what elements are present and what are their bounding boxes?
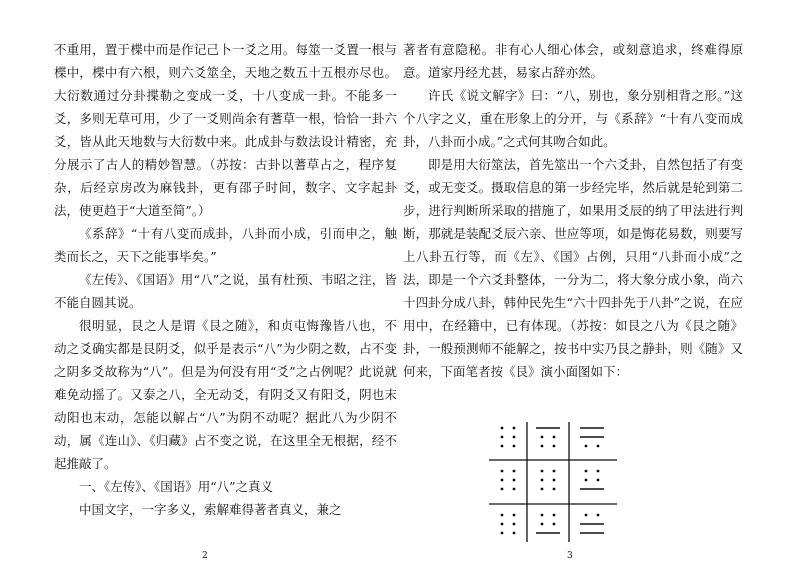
trigram-cell bbox=[580, 470, 604, 489]
yin-dot bbox=[501, 436, 504, 439]
yin-dot bbox=[513, 470, 516, 473]
trigram-cell bbox=[501, 470, 516, 491]
paragraph: 很明显，艮之人是谓《艮之随》，和贞屯悔豫皆八也，不动之爻确实都是艮阴爻，似乎是表示“八”为少阴之数，占不变之阴多爻故称为“八”。但是为何没有用“爻”之占例呢？此说就难免动摇了。又泰之八，全无动爻，有阴爻又有阳爻，阴也末动阳也末动，怎能以解占“八”为阴不动呢？据此八为少阴不动，属《连山》、《归藏》占不变之说，在这里全无根据，经不起推敲了。 bbox=[54, 318, 397, 471]
trigram-cell bbox=[536, 514, 560, 533]
yin-dot bbox=[501, 488, 504, 491]
trigram-cell bbox=[536, 428, 560, 447]
yin-dot bbox=[541, 523, 544, 526]
left-page bbox=[54, 38, 397, 521]
yin-dot bbox=[501, 470, 504, 473]
paragraph: 不重用，置于楪中而是作记己卜一爻之用。每筮一爻置一根与楪中，楪中有六根，则六爻筮全，天地之数五十五根亦尽也。大衍数通过分卦揲勒之变成一爻，十八变成一卦。不能多一爻，多则无草可用，少了一爻则尚余有蓍草一根，恰恰一卦六爻，皆从此天地数与大衍数中来。此成卦与数法设计精密，充分展示了古人的精妙智慧。（苏按：古卦以蓍草占之，程序复杂，后经京房改为麻钱卦，更有邵子时间，数字、文字起卦法，使更趋于“大道至简”。） bbox=[54, 42, 397, 218]
yin-dot bbox=[541, 479, 544, 482]
yin-dot bbox=[501, 514, 504, 517]
yin-dot bbox=[501, 427, 504, 430]
yin-dot bbox=[585, 470, 588, 473]
yin-dot bbox=[553, 488, 556, 491]
yin-dot bbox=[553, 445, 556, 448]
yin-dot bbox=[501, 445, 504, 448]
yin-dot bbox=[597, 445, 600, 448]
yin-dot bbox=[513, 488, 516, 491]
paragraph: 中国文字，一字多义，索解难得著者真义，兼之 bbox=[79, 502, 342, 517]
trigram-cell bbox=[541, 470, 556, 491]
page-number: 2 bbox=[202, 551, 208, 561]
trigram-cell bbox=[501, 427, 516, 448]
paragraph: 即是用大衍筮法，首先筮出一个六爻卦，自然包括了有变爻，或无变爻。摄取信息的第一步经完毕，然后就是轮到第二步，进行判断所采取的措施了，如果用爻辰的纳了甲法进行判断，那就是装配爻辰六亲、世应等项，如是悔花易数，则要写上八卦五行等，而《左》、《国》占例，只用“八卦而小成”之法，即是一个六爻卦整体，一分为二，将大象分成小象，尚六十四卦分成八卦，韩仲民先生“六十四卦先于八卦”之说，在应用中，在经籍中，已有体现。（苏按：如艮之八为《艮之随》卦，一般预测师不能解之，按书中实乃艮之静卦，则《随》又何来，下面笔者按《艮》演小面图如下： bbox=[403, 157, 743, 379]
yin-dot bbox=[541, 488, 544, 491]
right-page bbox=[403, 38, 743, 383]
yin-dot bbox=[513, 445, 516, 448]
yin-dot bbox=[553, 514, 556, 517]
yin-dot bbox=[597, 514, 600, 517]
yin-dot bbox=[513, 514, 516, 517]
yin-dot bbox=[585, 479, 588, 482]
paragraph: 《系辞》“十有八变而成卦，八卦而小成，引而申之，触类而长之，天下之能事毕矣。” bbox=[54, 226, 397, 264]
page-number: 3 bbox=[567, 551, 573, 561]
trigram-cell bbox=[501, 514, 516, 535]
yin-dot bbox=[513, 436, 516, 439]
yin-dot bbox=[501, 479, 504, 482]
paragraph: 《左传》、《国语》用“八”之说，虽有杜预、韦昭之注，皆不能自圆其说。 bbox=[54, 272, 397, 310]
yin-dot bbox=[541, 514, 544, 517]
paragraph: 著者有意隐秘。非有心人细心体会，或刻意追求，终难得原意。道家丹经尤甚，易家占辞亦然。 bbox=[403, 42, 743, 80]
yin-dot bbox=[513, 523, 516, 526]
yin-dot bbox=[553, 479, 556, 482]
yin-dot bbox=[585, 445, 588, 448]
yin-dot bbox=[513, 479, 516, 482]
yin-dot bbox=[501, 523, 504, 526]
section-heading: 一、《左传》、《国语》用“八”之真义 bbox=[79, 479, 274, 494]
yin-dot bbox=[541, 445, 544, 448]
yin-dot bbox=[501, 532, 504, 535]
yin-dot bbox=[541, 470, 544, 473]
trigram-cell bbox=[580, 428, 604, 447]
yin-dot bbox=[553, 436, 556, 439]
yin-dot bbox=[597, 470, 600, 473]
yin-dot bbox=[597, 479, 600, 482]
yin-dot bbox=[513, 532, 516, 535]
yin-dot bbox=[553, 470, 556, 473]
paragraph: 许氏《说文解字》曰：“八，别也，象分别相背之形。”这个八字之义，重在形象上的分开，与《系辞》“十有八变而成卦，八卦而小成。”之式何其吻合如此。 bbox=[403, 88, 743, 149]
yin-dot bbox=[541, 436, 544, 439]
trigram-cell bbox=[580, 514, 604, 533]
yin-dot bbox=[553, 523, 556, 526]
yin-dot bbox=[585, 514, 588, 517]
trigram-grid-diagram bbox=[481, 420, 621, 545]
yin-dot bbox=[513, 427, 516, 430]
